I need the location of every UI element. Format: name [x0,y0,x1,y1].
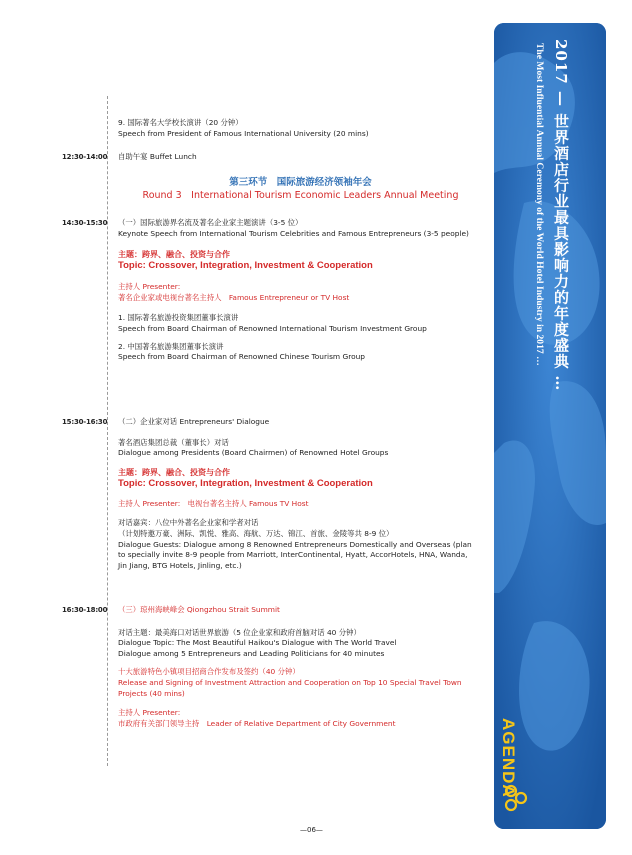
block3-signing-en: Release and Signing of Investment Attraction and Cooperation on Top 10 Special Travel Town Projects (40 mins) [118,677,462,698]
lunch-text [118,152,473,163]
time-block2: 15:30-16:30 [62,418,108,426]
block3 [118,605,473,729]
block3-dialogue-en2: Dialogue among 5 Entrepreneurs and Leading Politicians for 40 minutes [118,648,385,658]
block3-dialogue-cn: 对话主题：最美海口对话世界旅游（5 位企业家和政府首脑对话 40 分钟） [118,627,361,637]
block1-item1-en: Speech from Board Chairman of Renowned International Tourism Investment Group [118,323,427,333]
block2-sub-en: Dialogue among Presidents (Board Chairmen) of Renowned Hotel Groups [118,448,389,458]
block1 [118,218,473,363]
item-university-speech-en: Speech from President of Famous International University (20 mins) [118,128,369,138]
block3-presenter-text: 市政府有关部门领导主持 Leader of Relative Department of City Government [118,718,396,728]
block1-item2-en: Speech from Board Chairman of Renowned Chinese Tourism Group [118,352,365,362]
block1-heading-en: Keynote Speech from International Tourism Celebrities and Famous Entrepreneurs (3-5 people) [118,228,469,238]
block2-guests-en: Dialogue Guests: Dialogue among 8 Renowned Entrepreneurs Domestically and Overseas (plan to specially invite 8-9 people from Marriott, InterContinental, Hyatt, AccorHotels, HNA, Wanda, Jin Jiang, BTG Hotels, Jinling, etc.) [118,539,472,570]
time-block3: 16:30-18:00 [62,606,108,614]
block3-heading: （三）琼州海峡峰会 Qiongzhou Strait Summit [118,605,280,614]
block1-presenter-text: 著名企业家或电视台著名主持人 Famous Entrepreneur or TV Host [118,292,350,302]
block1-topic-cn: 主题：跨界、融合、投资与合作 [118,250,230,260]
item-university-speech [118,118,473,139]
page-number: —06— [300,826,323,834]
world-map-background [494,23,606,829]
lunch-label: 自助午宴 Buffet Lunch [118,152,197,161]
time-lunch: 12:30-14:00 [62,153,108,161]
block1-presenter-label: 主持人 Presenter: [118,282,181,292]
round3-heading [118,176,483,202]
round3-title-cn: 第三环节 国际旅游经济领袖年会 [229,177,372,188]
agenda-swirl-icon [503,783,529,813]
block2 [118,417,473,571]
block1-topic-en: Topic: Crossover, Integration, Investment & Cooperation [118,260,373,272]
block3-presenter-label: 主持人 Presenter: [118,708,181,718]
block1-item1-cn: 1. 国际著名旅游投资集团董事长演讲 [118,313,239,323]
block2-guests-cn2: （计划特邀万豪、洲际、凯悦、雅高、海航、万达、锦江、首旅、金陵等共 8-9 位） [118,528,394,538]
side-banner [494,23,606,829]
block3-signing-cn: 十大旅游特色小镇项目招商合作发布及签约（40 分钟） [118,667,300,677]
time-block1: 14:30-15:30 [62,219,108,227]
block2-topic-cn: 主题：跨界、融合、投资与合作 [118,467,230,477]
block1-heading-cn: （一）国际旅游界名流及著名企业家主题演讲（3-5 位） [118,218,303,227]
item-university-speech-cn: 9. 国际著名大学校长演讲（20 分钟） [118,118,243,127]
timeline-divider [107,96,108,766]
block3-dialogue-en1: Dialogue Topic: The Most Beautiful Haikou's Dialogue with The World Travel [118,638,397,648]
block2-presenter: 主持人 Presenter: 电视台著名主持人 Famous TV Host [118,498,309,508]
block1-item2-cn: 2. 中国著名旅游集团董事长演讲 [118,341,224,351]
round3-title-en: Round 3 International Tourism Economic Leaders Annual Meeting [142,190,459,201]
block2-sub-cn: 著名酒店集团总裁（董事长）对话 [118,437,229,447]
agenda-label: AGENDA [499,718,518,798]
banner-title-cn: 2017 — 世界酒店行业最具影响力的年度盛典 … [552,39,570,392]
block2-guests-cn: 对话嘉宾：八位中外著名企业家和学者对话 [118,518,259,528]
block2-topic-en: Topic: Crossover, Integration, Investment & Cooperation [118,477,373,489]
block2-heading: （二）企业家对话 Entrepreneurs' Dialogue [118,417,270,426]
banner-title-en: The Most Influential Annual Ceremony of the World Hotel Industry in 2017 … [534,43,545,366]
